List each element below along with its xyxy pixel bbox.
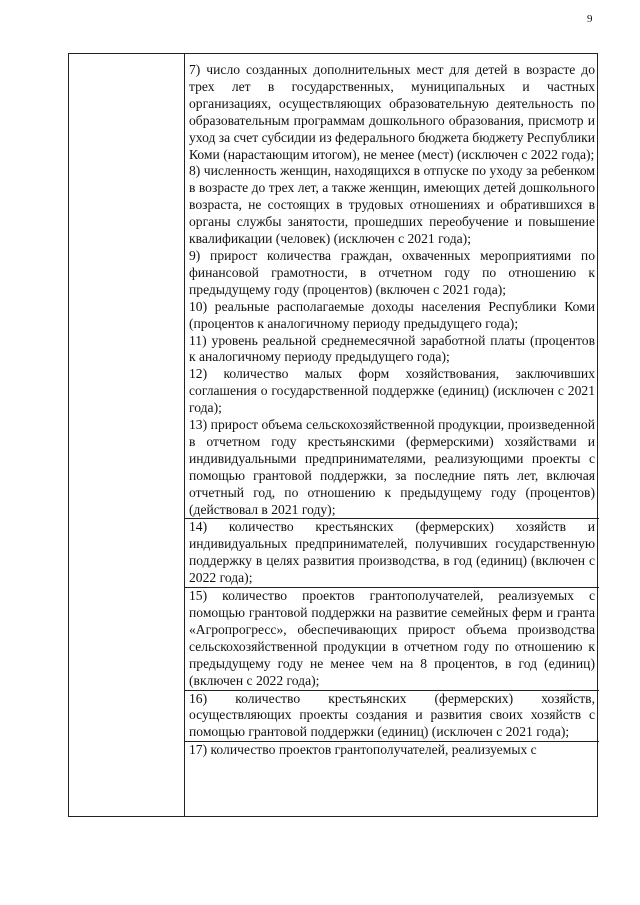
list-item-12: 12) количество малых форм хозяйствования, заключивших соглашения о государственной поддержке (единиц) (исключен с 2021 года);	[189, 366, 595, 416]
list-item-16: 16) количество крестьянских (фермерских) хозяйств, осуществляющих проекты создания и развития своих хозяйств с помощью грантовой поддержки (единиц) (исключен с 2021 года);	[184, 690, 599, 742]
list-item-15: 15) количество проектов грантополучателей, реализуемых с помощью грантовой поддержки на развитие семейных ферм и гранта «Агропрогресс», обеспечивающих прирост объема производства сельскохозяйственной продукции в отчетном году по отношению к предыдущему году не менее чем на 8 процентов, в год (единиц) (включен с 2022 года);	[184, 587, 599, 689]
document-table	[68, 53, 598, 817]
list-item-11: 11) уровень реальной среднемесячной заработной платы (процентов к аналогичному периоду предыдущего года);	[189, 332, 595, 365]
list-item-17: 17) количество проектов грантополучателей, реализуемых с	[184, 741, 599, 759]
list-item-13: 13) прирост объема сельскохозяйственной продукции, произведенной в отчетном году крестьянскими (фермерскими) хозяйствами и индивидуальными предпринимателями, реализующими проекты с помощью грантовой поддержки, за последние пять лет, включая отчетный год, по отношению к предыдущему году (процентов) (действовал в 2021 году);	[189, 417, 595, 517]
page-number: 9	[587, 13, 593, 25]
list-item-8: 8) численность женщин, находящихся в отпуске по уходу за ребенком в возрасте до трех лет, а также женщин, имеющих детей дошкольного возраста, не состоящих в трудовых отношениях и обратившихся в органы службы занятости, прошедших переобучение и повышение квалификации (человек) (исключен с 2021 года);	[189, 163, 595, 247]
list-item-9: 9) прирост количества граждан, охваченных мероприятиями по финансовой грамотности, в отчетном году по отношению к предыдущему году (процентов) (включен с 2021 года);	[189, 247, 595, 297]
list-item-14: 14) количество крестьянских (фермерских) хозяйств и индивидуальных предпринимателей, получивших государственную поддержку в целях развития производства, в год (единиц) (включен с 2022 года);	[184, 518, 599, 587]
table-content-cell	[189, 62, 595, 759]
list-item-10: 10) реальные располагаемые доходы населения Республики Коми (процентов к аналогичному периоду предыдущего года);	[189, 298, 595, 331]
list-item-7: 7) число созданных дополнительных мест для детей в возрасте до трех лет в государственных, муниципальных и частных организациях, осуществляющих образовательную деятельность по образовательным программам дошкольного образования, присмотр и уход за счет субсидии из федерального бюджета бюджету Республики Коми (нарастающим итогом), не менее (мест) (исключен с 2022 года);	[189, 62, 595, 162]
